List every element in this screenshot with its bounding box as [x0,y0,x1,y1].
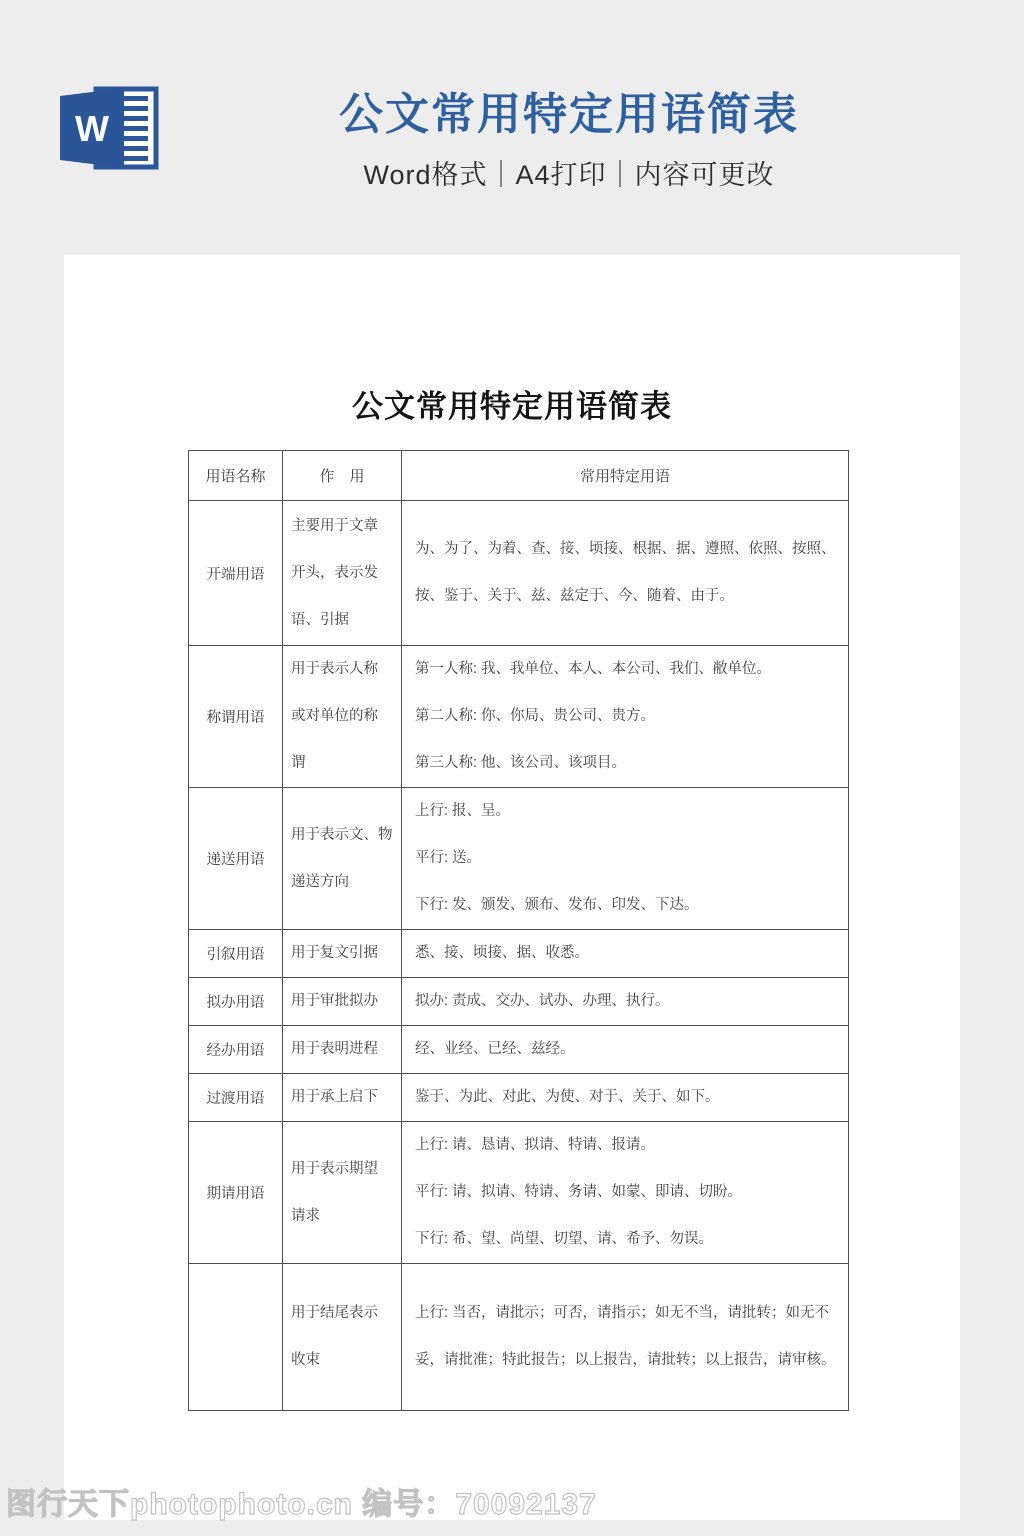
template-subtitle: Word格式｜A4打印｜内容可更改 [363,159,775,190]
term-name-cell: 拟办用语 [189,978,283,1026]
function-cell: 用于承上启下 [283,1074,402,1122]
col-header-function: 作 用 [283,451,402,501]
table-header-row [189,451,849,501]
table-row [189,1264,849,1411]
table-row [189,978,849,1026]
term-name-cell [189,1264,283,1411]
terms-cell: 经、业经、已经、兹经。 [402,1026,849,1074]
terms-table [188,450,849,1411]
function-cell: 用于审批拟办 [283,978,402,1026]
table-row [189,788,849,930]
terms-cell: 悉、接、顷接、据、收悉。 [402,930,849,978]
term-name-cell: 引叙用语 [189,930,283,978]
word-file-icon [60,84,160,170]
terms-cell: 鉴于、为此、对此、为使、对于、关于、如下。 [402,1074,849,1122]
template-title: 公文常用特定用语简表 [339,90,799,139]
term-name-cell: 递送用语 [189,788,283,930]
term-name-cell: 期请用语 [189,1122,283,1264]
word-w-letter: W [75,108,109,149]
terms-cell: 上行: 当否，请批示；可否，请指示；如无不当，请批转；如无不妥，请批准；特此报告；以上报告，请批转；以上报告，请审核。 [402,1264,849,1411]
function-cell: 用于表示文、物 递送方向 [283,788,402,930]
terms-cell: 第一人称: 我、我单位、本人、本公司、我们、敝单位。 第二人称: 你、你局、贵公司、贵方。 第三人称: 他、该公司、该项目。 [402,646,849,788]
table-row [189,646,849,788]
function-cell: 用于表明进程 [283,1026,402,1074]
table-row [189,501,849,646]
term-name-cell: 开端用语 [189,501,283,646]
table-row [189,1122,849,1264]
function-cell: 用于表示人称 或对单位的称 谓 [283,646,402,788]
terms-cell: 为、为了、为着、查、接、顷接、根据、据、遵照、依照、按照、按、鉴于、关于、兹、兹定于、今、随着、由于。 [402,501,849,646]
term-name-cell: 经办用语 [189,1026,283,1074]
document-page [64,255,960,1520]
col-header-name: 用语名称 [189,451,283,501]
function-cell: 用于复文引据 [283,930,402,978]
col-header-terms: 常用特定用语 [402,451,849,501]
terms-cell: 上行: 请、恳请、拟请、特请、报请。 平行: 请、拟请、特请、务请、如蒙、即请、切盼。 下行: 希、望、尚望、切望、请、希予、勿误。 [402,1122,849,1264]
function-cell: 用于结尾表示 收束 [283,1264,402,1411]
terms-cell: 上行: 报、呈。 平行: 送。 下行: 发、颁发、颁布、发布、印发、下达。 [402,788,849,930]
table-row [189,930,849,978]
template-header [0,0,1024,255]
term-name-cell: 称谓用语 [189,646,283,788]
header-text-block [170,90,968,192]
table-row [189,1074,849,1122]
terms-cell: 拟办: 责成、交办、试办、办理、执行。 [402,978,849,1026]
watermark: 图行天下photophoto.cn 编号：70092137 [6,1488,597,1521]
table-row [189,1026,849,1074]
document-title: 公文常用特定用语简表 [352,389,672,424]
term-name-cell: 过渡用语 [189,1074,283,1122]
function-cell: 主要用于文章 开头，表示发 语、引据 [283,501,402,646]
function-cell: 用于表示期望 请求 [283,1122,402,1264]
